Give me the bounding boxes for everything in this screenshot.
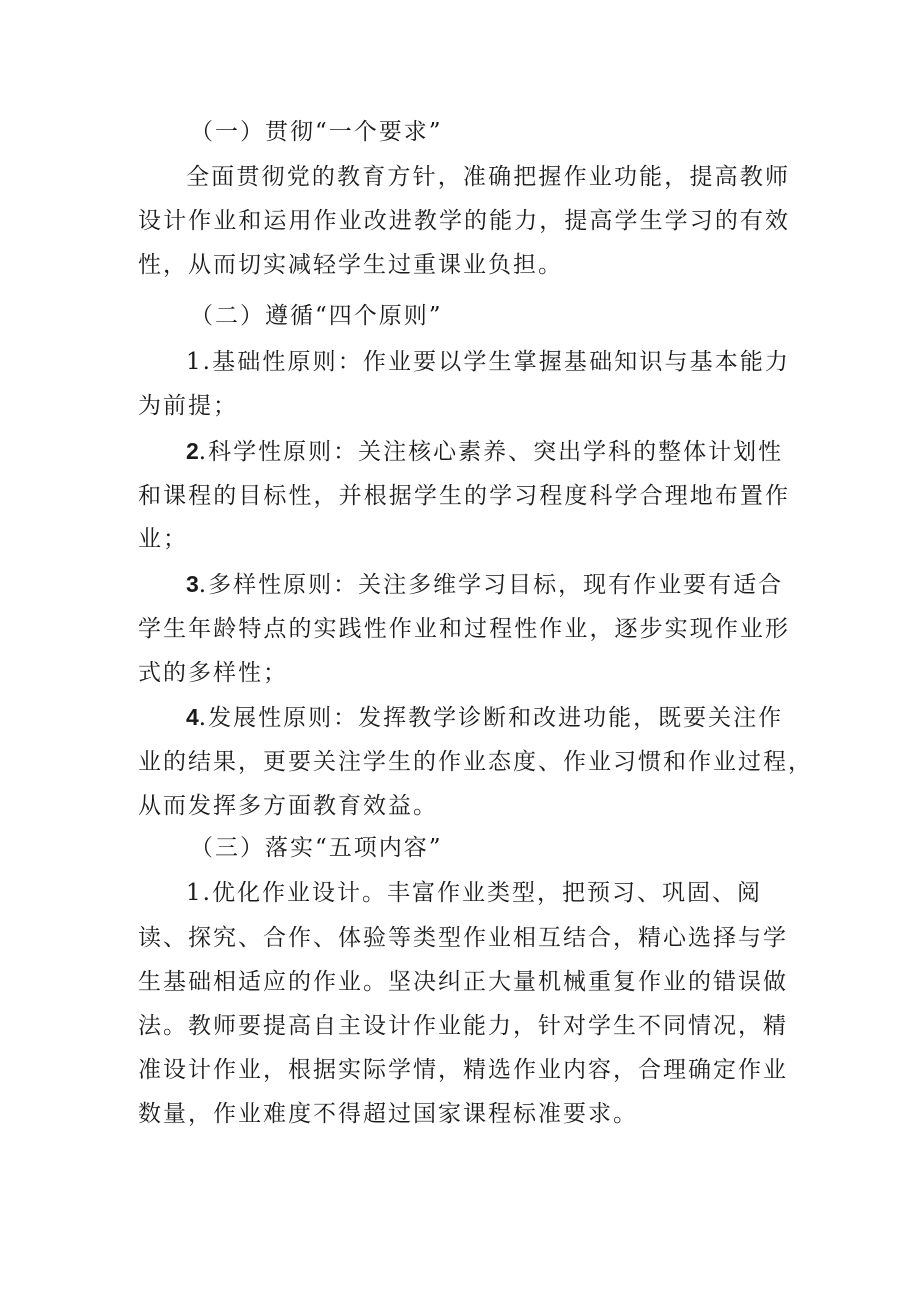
content-line: 数量，作业难度不得超过国家课程标准要求。 <box>138 1101 638 1127</box>
principle-1-line: 为前提； <box>138 393 238 419</box>
principle-number: 4 <box>186 704 199 730</box>
content-line: 准设计作业，根据实际学情，精选作业内容，合理确定作业 <box>138 1057 788 1083</box>
paragraph-line: 全面贯彻党的教育方针，准确把握作业功能，提高教师 <box>186 164 790 190</box>
principle-4-line: 从而发挥多方面教育效益。 <box>138 793 438 819</box>
principle-3-line: 学生年龄特点的实践性作业和过程性作业，逐步实现作业形 <box>138 616 790 642</box>
section-heading-2: （二）遵循“四个原则” <box>190 303 443 329</box>
paragraph-line: 设计作业和运用作业改进教学的能力，提高学生学习的有效 <box>138 208 790 234</box>
principle-2-line: 业； <box>138 526 188 552</box>
principle-number: 3 <box>186 571 199 597</box>
principle-2-line: 和课程的目标性，并根据学生的学习程度科学合理地布置作 <box>138 483 790 509</box>
content-line: 1.优化作业设计。丰富作业类型，把预习、巩固、阅 <box>186 880 762 906</box>
principle-number: 2 <box>186 438 199 464</box>
principle-3-line: 式的多样性； <box>138 660 288 686</box>
principle-1-line: 1.基础性原则：作业要以学生掌握基础知识与基本能力 <box>186 349 790 375</box>
section-heading-1: （一）贯彻“一个要求” <box>190 119 443 145</box>
principle-2-line-1 <box>186 437 783 466</box>
principle-text: .科学性原则：关注核心素养、突出学科的整体计划性 <box>198 439 784 465</box>
principle-text: .多样性原则：关注多维学习目标，现有作业要有适合 <box>198 572 784 598</box>
content-line: 生基础相适应的作业。坚决纠正大量机械重复作业的错误做 <box>138 969 788 995</box>
principle-text: .发展性原则：发挥教学诊断和改进功能，既要关注作 <box>198 705 784 731</box>
content-line: 法。教师要提高自主设计作业能力，针对学生不同情况，精 <box>138 1013 788 1039</box>
content-line: 读、探究、合作、体验等类型作业相互结合，精心选择与学 <box>138 925 788 951</box>
paragraph-line: 性，从而切实减轻学生过重课业负担。 <box>138 252 563 278</box>
section-heading-3: （三）落实“五项内容” <box>190 835 443 861</box>
principle-4-line-1 <box>186 703 783 732</box>
principle-4-line: 业的结果，更要关注学生的作业态度、作业习惯和作业过程， <box>138 749 813 775</box>
principle-3-line-1 <box>186 570 783 599</box>
